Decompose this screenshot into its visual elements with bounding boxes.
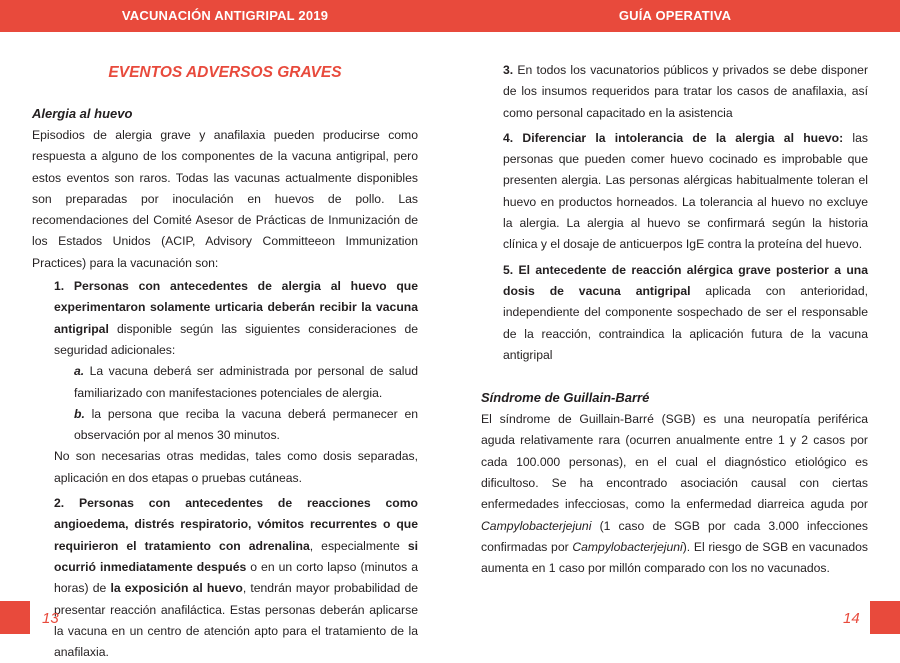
page-number-left: 13 <box>42 610 59 627</box>
item-2 <box>32 493 418 663</box>
right-page-body <box>481 60 868 580</box>
item-2-bold: 2. Personas con antecedentes de reacciones como angioedema, distrés respiratorio, vómitos recurrentes o que requirieron el tratamiento con adrenalina <box>54 496 418 553</box>
header-right-title: GUÍA OPERATIVA <box>618 8 732 23</box>
item-4-text: las personas que pueden comer huevo cocinado es improbable que presenten alergia. Las personas alérgicas habitualmente toleran el huevo en productos horneados. La tolerancia al huevo no excluye la alergia. La alergia al huevo se confirmará según la historia clínica y el dosaje de anticuerpos IgE contra la proteína del huevo. <box>503 130 868 252</box>
subtitle-egg-allergy: Alergia al huevo <box>32 106 133 121</box>
item-5-text: aplicada con anterioridad, independiente del componente sospechado de ser el responsable de la reacción, contraindica la aplicación futura de la vacuna antigripal <box>503 283 868 362</box>
item-1a <box>32 361 418 404</box>
gbs-paragraph <box>481 409 868 579</box>
left-page-body <box>32 106 418 663</box>
item-1b-label: b. <box>74 406 85 421</box>
item-2-text-a: , especialmente <box>309 538 408 553</box>
subtitle-guillain-barre: Síndrome de Guillain-Barré <box>481 390 650 406</box>
item-1a-label: a. <box>74 364 85 379</box>
gbs-italic-1: Campylobacterjejuni <box>481 518 592 533</box>
item-4-bold: 4. Diferenciar la intolerancia de la alergia al huevo: <box>503 130 844 145</box>
gbs-text-2: (1 caso de SGB por cada 3.000 infecciones confirmadas por <box>481 518 868 554</box>
item-2-bold-b: si ocurrió inmediatamente después <box>54 538 418 574</box>
item-1-bold: 1. Personas con antecedentes de alergia al huevo que experimentaron solamente urticaria deberán recibir la vacuna antigripal <box>54 279 418 336</box>
header-left-title: VACUNACIÓN ANTIGRIPAL 2019 <box>121 8 329 23</box>
item-5-bold: 5. El antecedente de reacción alérgica grave posterior a una dosis de vacuna antigripal <box>503 262 868 298</box>
gbs-text-1: El síndrome de Guillain-Barré (SGB) es una neuropatía periférica aguda relativamente rara (ocurren anualmente entre 1 y 2 casos por cada 100.000 personas), en el cual el diagnóstico etiológico es dificultoso. Se ha encontrado asociación causal con ciertas enfermedades infecciosas, como la enfermedad diarreica aguda por <box>481 412 868 512</box>
header-bar <box>0 0 900 32</box>
item-4 <box>481 128 868 256</box>
item-2-text-c: , tendrán mayor probabilidad de presentar reacción anafiláctica. Estas personas deberán aplicarse la vacuna en un centro de atención apto para el tratamiento de la anafilaxia. <box>54 581 419 660</box>
gbs-text-3: ). El riesgo de SGB en vacunados aumenta en 1 caso por millón comparado con los no vacunados. <box>481 539 868 576</box>
page-number-right: 14 <box>843 610 860 627</box>
item-1-text: disponible según las siguientes consideraciones de seguridad adicionales: <box>54 321 418 357</box>
gbs-italic-2: Campylobacterjejuni <box>572 539 683 554</box>
intro-paragraph: Episodios de alergia grave y anafilaxia pueden producirse como respuesta a alguno de los componentes de la vacuna antigripal, pero estos eventos son raros. Todas las vacunas actualmente disponibles son preparadas por inoculación en huevos de pollo. Las recomendaciones del Comité Asesor de Prácticas de Inmunización de los Estados Unidos (ACIP, Advisory Committeeon Immunization Practices) para la vacunación son: <box>32 128 418 270</box>
item-5 <box>481 260 868 366</box>
item-1b <box>32 404 418 447</box>
item-3 <box>481 60 868 124</box>
item-1 <box>32 276 418 361</box>
item-1b-text: la persona que reciba la vacuna deberá permanecer en observación por al menos 30 minutos. <box>74 406 418 443</box>
note-paragraph: No son necesarias otras medidas, tales como dosis separadas, aplicación en dos etapas o pruebas cutáneas. <box>54 449 418 485</box>
item-3-text: En todos los vacunatorios públicos y privados se debe disponer de los insumos requeridos para tratar los casos de anafilaxia, así como personal capacitado en la asistencia <box>503 63 868 120</box>
footer-accent-left <box>0 601 30 634</box>
section-title: EVENTOS ADVERSOS GRAVES <box>108 64 342 81</box>
item-2-text-b: o en un corto lapso (minutos a horas) de <box>54 559 418 596</box>
item-1a-text: La vacuna deberá ser administrada por personal de salud familiarizado con manifestaciones potenciales de alergia. <box>74 364 418 400</box>
footer-accent-right <box>870 601 900 634</box>
item-3-number: 3. <box>503 63 514 77</box>
item-2-bold-c: la exposición al huevo <box>110 581 243 596</box>
